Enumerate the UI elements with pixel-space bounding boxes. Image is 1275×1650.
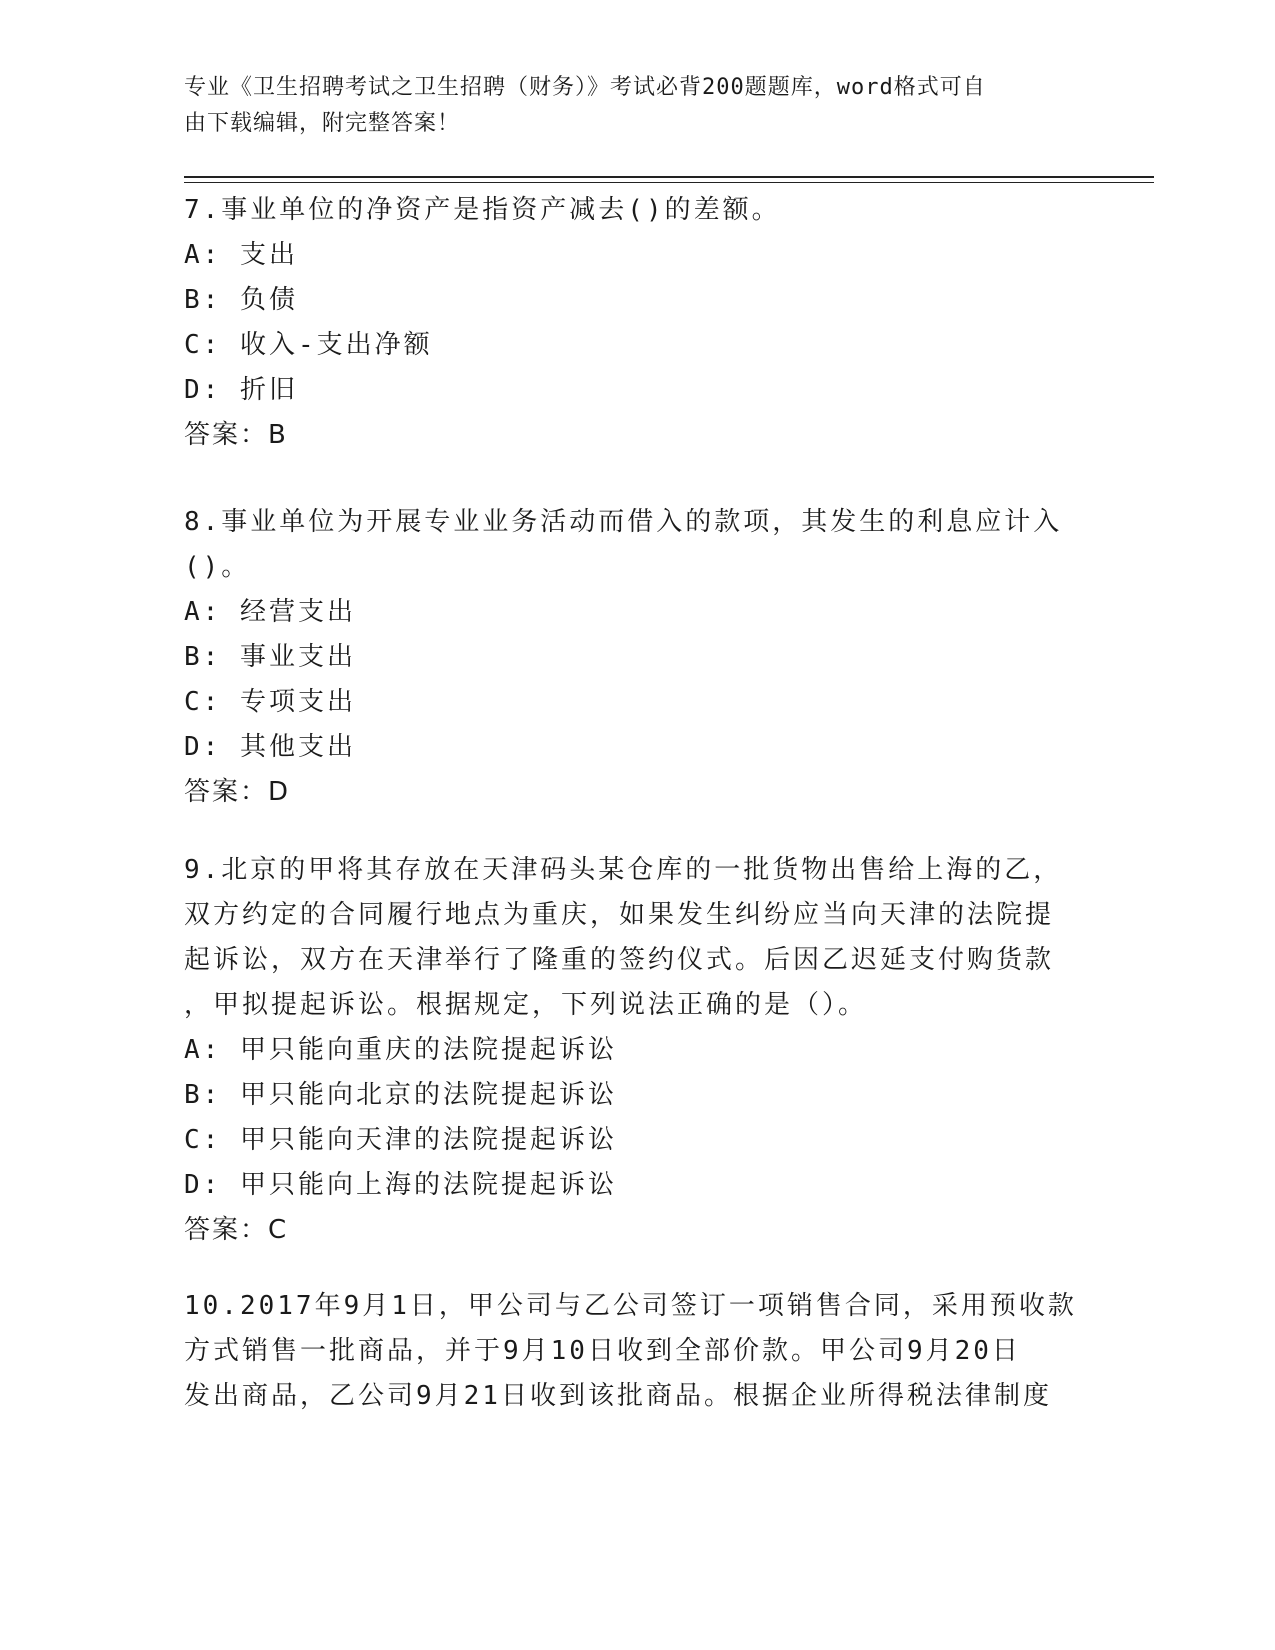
answer-line: 答案：D (184, 777, 291, 807)
question-stem: 方式销售一批商品，并于9月10日收到全部价款。甲公司9月20日 (184, 1336, 1021, 1366)
document-header (184, 70, 1074, 142)
option-d: D: 折旧 (184, 375, 298, 405)
question-10 (184, 1284, 1084, 1419)
question-stem: 7.事业单位的净资产是指资产减去()的差额。 (184, 195, 781, 225)
option-a: A: 经营支出 (184, 597, 356, 627)
option-b: B: 负债 (184, 285, 298, 315)
question-stem: 起诉讼，双方在天津举行了隆重的签约仪式。后因乙迟延支付购货款 (184, 945, 1055, 975)
option-d: D: 其他支出 (184, 732, 356, 762)
answer-line: 答案：C (184, 1215, 289, 1245)
option-a: A: 甲只能向重庆的法院提起诉讼 (184, 1035, 617, 1065)
question-stem: ，甲拟提起诉讼。根据规定，下列说法正确的是（）。 (184, 990, 868, 1020)
question-stem: 9.北京的甲将其存放在天津码头某仓库的一批货物出售给上海的乙， (184, 855, 1063, 885)
question-9 (184, 848, 1084, 1253)
question-stem: ()。 (184, 552, 251, 582)
option-b: B: 甲只能向北京的法院提起诉讼 (184, 1080, 617, 1110)
question-stem: 8.事业单位为开展专业业务活动而借入的款项，其发生的利息应计入 (184, 507, 1063, 537)
header-divider-thin (184, 182, 1154, 183)
option-c: C: 收入-支出净额 (184, 330, 433, 360)
option-a: A: 支出 (184, 240, 298, 270)
header-line-1: 专业《卫生招聘考试之卫生招聘（财务）》考试必背200题题库，word格式可自 (184, 75, 986, 100)
question-stem: 发出商品，乙公司9月21日收到该批商品。根据企业所得税法律制度 (184, 1381, 1052, 1411)
option-d: D: 甲只能向上海的法院提起诉讼 (184, 1170, 617, 1200)
question-7 (184, 188, 1084, 458)
question-stem: 双方约定的合同履行地点为重庆，如果发生纠纷应当向天津的法院提 (184, 900, 1055, 930)
option-c: C: 专项支出 (184, 687, 356, 717)
option-c: C: 甲只能向天津的法院提起诉讼 (184, 1125, 617, 1155)
question-8 (184, 500, 1084, 815)
answer-line: 答案：B (184, 420, 288, 450)
header-line-2: 由下载编辑，附完整答案！ (184, 111, 461, 136)
option-b: B: 事业支出 (184, 642, 356, 672)
header-divider-thick (184, 176, 1154, 178)
question-stem: 10.2017年9月1日，甲公司与乙公司签订一项销售合同，采用预收款 (184, 1291, 1077, 1321)
